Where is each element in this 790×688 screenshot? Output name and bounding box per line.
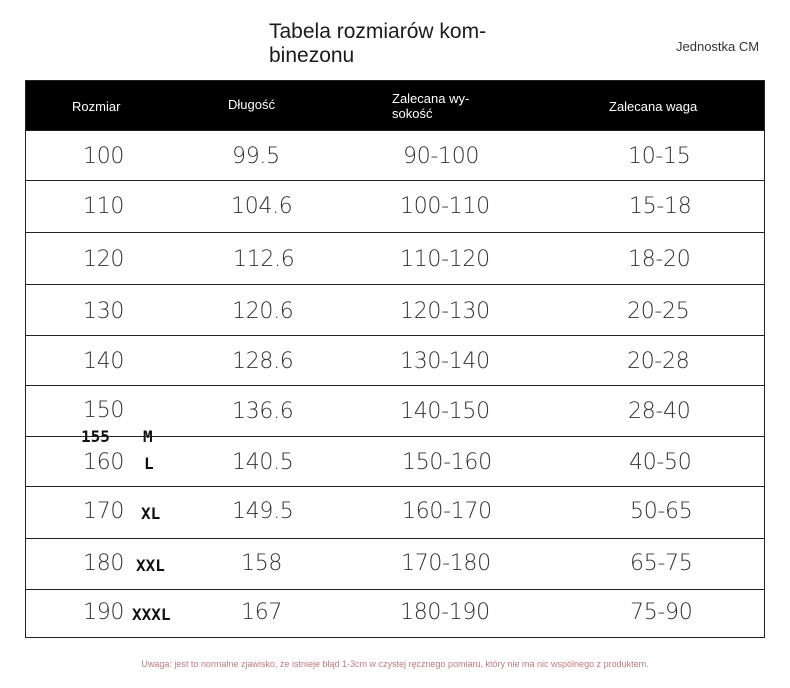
size-tag-m-number: 155: [81, 427, 110, 446]
cell-size: 190: [83, 600, 125, 625]
size-tag-xl: XL: [141, 504, 161, 523]
header-weight: Zalecana waga: [609, 99, 698, 114]
cell-length: 140.5: [232, 450, 294, 475]
cell-height: 180-190: [400, 600, 490, 625]
cell-length: 112.6: [233, 247, 295, 272]
cell-size: 160: [83, 450, 125, 475]
cell-length: 149.5: [232, 499, 294, 524]
cell-length: 136.6: [232, 399, 294, 424]
cell-length: 167: [241, 600, 283, 625]
table-row: [26, 436, 764, 486]
title-line-2: binezonu: [269, 44, 355, 67]
measurement-note: Uwaga: jest to normalne zjawisko, że istnieje błąd 1-3cm w czystej ręcznego pomiaru, który nie ma nic wspólnego z produktem.: [141, 659, 649, 669]
page-title: [269, 20, 529, 68]
cell-height: 100-110: [400, 194, 490, 219]
table-row: [26, 180, 764, 232]
size-tag-xxl: XXL: [136, 556, 165, 575]
table-row: [26, 486, 764, 538]
title-line-1: Tabela rozmiarów kom-: [269, 20, 487, 43]
table-row: [26, 130, 764, 180]
cell-weight: 65-75: [630, 551, 693, 576]
cell-height: 160-170: [402, 499, 492, 524]
cell-height: 170-180: [401, 551, 491, 576]
cell-size: 110: [83, 194, 125, 219]
header-height-line-2: sokość: [392, 106, 433, 121]
cell-weight: 20-28: [627, 349, 690, 374]
table-row: [26, 284, 764, 335]
size-tag-m: M: [143, 427, 153, 446]
cell-size: 130: [83, 299, 125, 324]
cell-size: 180: [83, 551, 125, 576]
table-row: [26, 232, 764, 284]
cell-size: 140: [83, 349, 125, 374]
size-table: [25, 80, 765, 638]
header-length: Długość: [228, 97, 275, 112]
cell-height: 110-120: [400, 247, 490, 272]
table-header: [26, 81, 764, 130]
cell-weight: 28-40: [628, 399, 691, 424]
cell-height: 140-150: [400, 399, 490, 424]
size-tag-xxxl: XXXL: [132, 605, 171, 624]
cell-height: 150-160: [402, 450, 492, 475]
table-row: [26, 589, 764, 638]
cell-weight: 75-90: [630, 600, 693, 625]
cell-size: 120: [83, 247, 125, 272]
cell-weight: 10-15: [628, 144, 691, 169]
cell-weight: 40-50: [629, 450, 692, 475]
cell-weight: 20-25: [627, 299, 690, 324]
cell-size: 170: [83, 499, 125, 524]
cell-length: 128.6: [232, 349, 294, 374]
cell-height: 90-100: [403, 144, 480, 169]
cell-height: 130-140: [400, 349, 490, 374]
cell-length: 99.5: [232, 144, 280, 169]
table-row: [26, 385, 764, 446]
cell-weight: 18-20: [628, 247, 691, 272]
cell-height: 120-130: [400, 299, 490, 324]
table-row: [26, 538, 764, 589]
header-height: [392, 91, 469, 121]
cell-length: 120.6: [232, 299, 294, 324]
cell-length: 104.6: [231, 194, 293, 219]
cell-weight: 50-65: [630, 499, 693, 524]
table-row: [26, 335, 764, 385]
unit-label: Jednostka CM: [676, 39, 760, 54]
size-tag-l: L: [144, 454, 154, 473]
header-size: Rozmiar: [72, 99, 121, 114]
cell-size: 150: [83, 398, 125, 423]
cell-length: 158: [241, 551, 283, 576]
cell-size: 100: [83, 144, 125, 169]
cell-weight: 15-18: [629, 194, 692, 219]
header-height-line-1: Zalecana wy-: [392, 91, 470, 106]
